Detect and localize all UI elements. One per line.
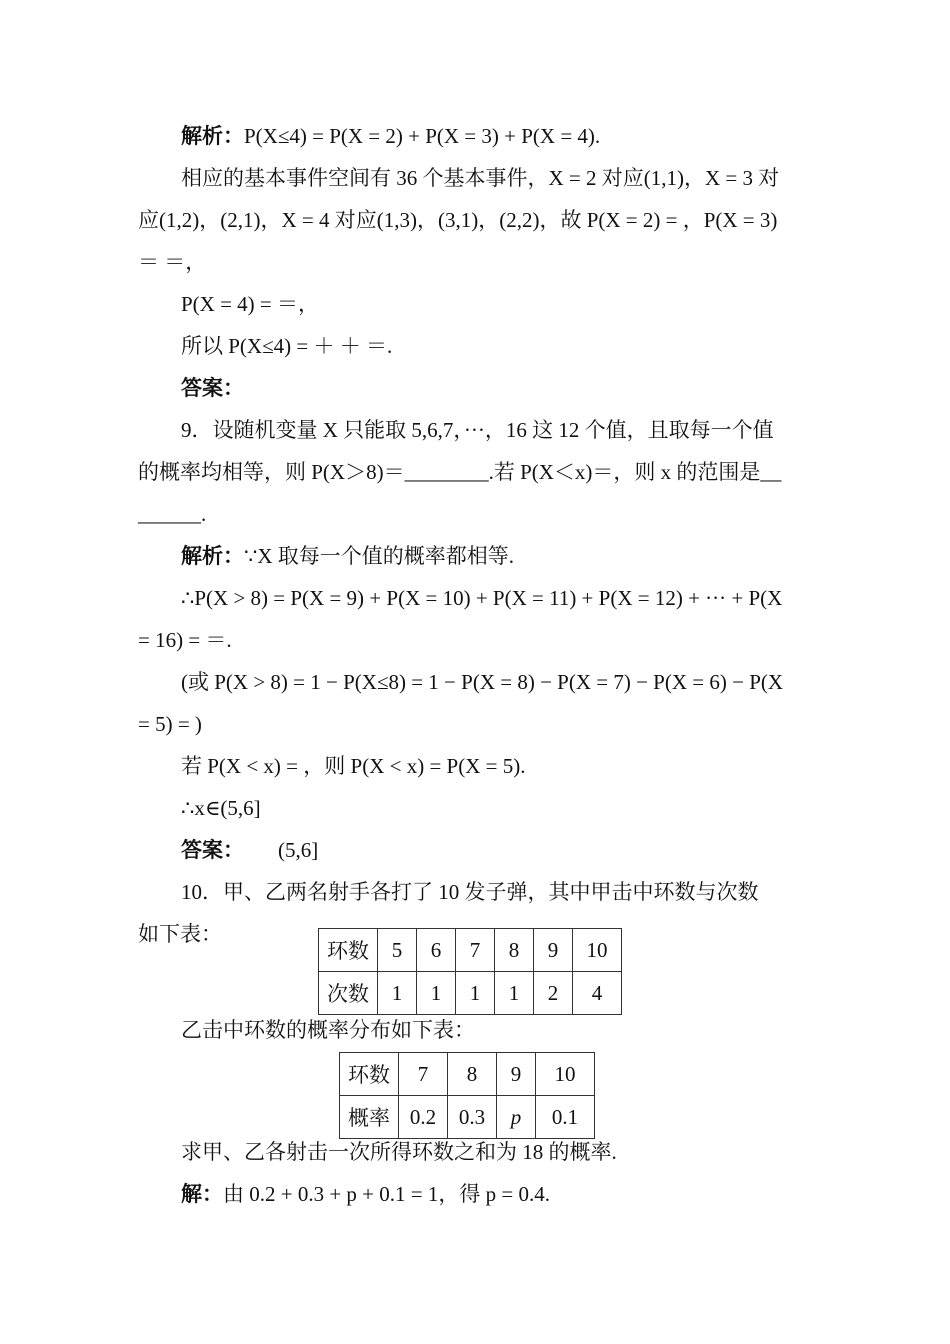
solution-label: 解： [181, 1182, 223, 1206]
solution10 [181, 1175, 814, 1213]
answer-label: 答案： [181, 838, 244, 862]
table-cell: 1 [378, 972, 417, 1015]
table-cell: p [497, 1096, 536, 1139]
table-cell: 0.1 [536, 1096, 595, 1139]
table-cell: 10 [536, 1053, 595, 1096]
table-cell: 次数 [319, 972, 378, 1015]
solution-label: 解析： [181, 544, 244, 568]
table-cell: 2 [534, 972, 573, 1015]
table-cell: 7 [399, 1053, 448, 1096]
solution9-heading [181, 537, 814, 575]
table-cell: 8 [448, 1053, 497, 1096]
table-row [319, 972, 622, 1015]
answer-value: (5,6] [278, 838, 319, 862]
solution8-line-2: 应(1,2)，(2,1)，X = 4 对应(1,3)，(3,1)，(2,2)，故 P(X = 2) = ，P(X = 3) [138, 208, 778, 232]
table-cell: 概率 [340, 1096, 399, 1139]
solution9-line-3: (或 P(X > 8) = 1 − P(X≤8) = 1 − P(X = 8) − P(X = 7) − P(X = 6) − P(X [181, 670, 784, 694]
problem9-line-3: ______. [138, 502, 207, 526]
table-cell: 6 [417, 929, 456, 972]
table-cell: 9 [534, 929, 573, 972]
solution8-line-4: P(X = 4) = ＝， [181, 292, 320, 316]
solution9-line-2: = 16) = ＝. [138, 628, 232, 652]
solution9-line-5: 若 P(X < x) = ，则 P(X < x) = P(X = 5). [181, 754, 526, 778]
table-cell: 4 [573, 972, 622, 1015]
table-cell: 8 [495, 929, 534, 972]
solution8-heading [181, 117, 814, 155]
table-cell: 7 [456, 929, 495, 972]
table-cell: 1 [417, 972, 456, 1015]
solution9-line-1: ∴P(X > 8) = P(X = 9) + P(X = 10) + P(X = 11) + P(X = 12) + ··· + P(X [181, 586, 783, 610]
table-cell: 0.3 [448, 1096, 497, 1139]
solution9-line-6: ∴x∈(5,6] [181, 796, 261, 820]
solution-text: 由 0.2 + 0.3 + p + 0.1 = 1，得 p = 0.4. [223, 1182, 550, 1206]
solution8-line-5: 所以 P(X≤4) = ＋ ＋ ＝. [181, 334, 393, 358]
problem10-line-1: 10．甲、乙两名射手各打了 10 发子弹，其中甲击中环数与次数 [181, 880, 759, 904]
problem10-line-2: 如下表： [138, 922, 222, 946]
table-cell: 0.2 [399, 1096, 448, 1139]
problem10-line-4: 求甲、乙各射击一次所得环数之和为 18 的概率. [181, 1140, 617, 1164]
solution-formula: P(X≤4) = P(X = 2) + P(X = 3) + P(X = 4). [244, 124, 601, 148]
problem10-line-3: 乙击中环数的概率分布如下表： [181, 1018, 475, 1042]
table-cell: 环数 [319, 929, 378, 972]
solution-label: 解析： [181, 124, 244, 148]
table-cell: 1 [495, 972, 534, 1015]
table-cell: 5 [378, 929, 417, 972]
table-row [340, 1053, 595, 1096]
solution9-line-4: = 5) = ) [138, 712, 202, 736]
solution-text: ∵X 取每一个值的概率都相等. [244, 544, 515, 568]
solution8-line-1: 相应的基本事件空间有 36 个基本事件，X = 2 对应(1,1)，X = 3 对 [181, 166, 780, 190]
table-cell: 1 [456, 972, 495, 1015]
solution8-line-3: ＝ ＝， [138, 250, 207, 274]
shooter-a-table [318, 928, 622, 1015]
problem9-line-2: 的概率均相等，则 P(X＞8)＝________.若 P(X＜x)＝，则 x 的范围是__ [138, 460, 782, 484]
table-cell: 10 [573, 929, 622, 972]
shooter-b-table [339, 1052, 595, 1139]
answer9 [181, 831, 814, 869]
table-row [319, 929, 622, 972]
table-cell: 9 [497, 1053, 536, 1096]
answer8-label: 答案： [181, 376, 244, 400]
table-cell: 环数 [340, 1053, 399, 1096]
problem9-line-1: 9．设随机变量 X 只能取 5,6,7，···，16 这 12 个值，且取每一个值 [181, 418, 774, 442]
